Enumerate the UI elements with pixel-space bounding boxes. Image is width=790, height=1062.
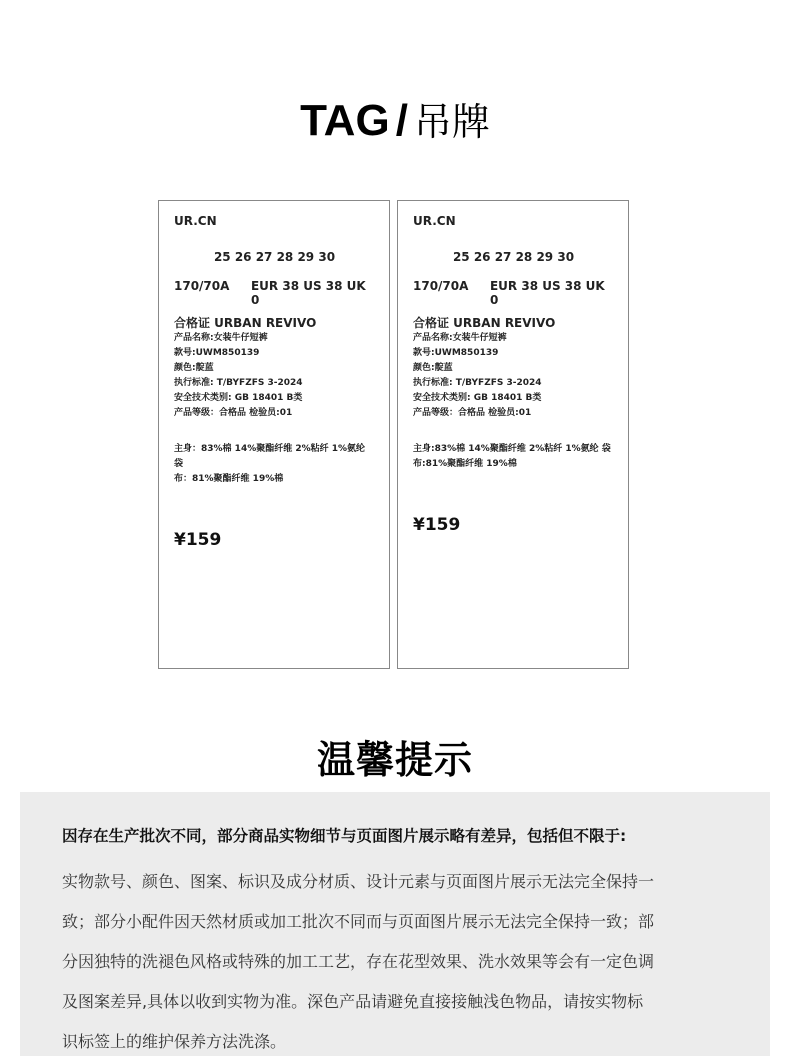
tag-brand: UR.CN	[174, 214, 217, 228]
tag-info-line: 产品等级：合格品 检验员:01	[413, 408, 532, 418]
title-separator: /	[395, 96, 408, 145]
tag-size-spec	[174, 279, 375, 307]
title-main: TAG	[300, 96, 390, 145]
tag-cert: 合格证 URBAN REVIVO	[174, 316, 317, 330]
tag-intl-size: EUR 38 US 38 UK 0	[489, 279, 605, 307]
page-title	[0, 96, 790, 148]
notice-box	[20, 792, 770, 1056]
tag-intl-size: EUR 38 US 38 UK 0	[250, 279, 366, 307]
tag-info-line: 款号:UWM850139	[413, 348, 499, 358]
tag-info-line: 颜色:靛蓝	[413, 363, 453, 373]
tag-info-lines	[174, 331, 375, 421]
notice-body-line: 识标签上的维护保养方法洗涤。	[62, 1032, 287, 1051]
tag-size-spec	[413, 279, 614, 307]
tag-material	[413, 442, 614, 472]
tag-info-line: 产品名称:女装牛仔短裤	[174, 333, 268, 343]
tag-price: ¥159	[413, 515, 461, 535]
tag-price: ¥159	[174, 530, 222, 550]
tag-info-line: 颜色:靛蓝	[174, 363, 214, 373]
notice-lead: 因存在生产批次不同，部分商品实物细节与页面图片展示略有差异，包括但不限于:	[62, 827, 627, 845]
tag-cert: 合格证 URBAN REVIVO	[413, 316, 556, 330]
tag-material-line: 主身：83%棉 14%聚酯纤维 2%粘纤 1%氨纶 袋	[174, 444, 366, 469]
tag-info-line: 执行标准: T/BYFZFS 3-2024	[413, 378, 542, 388]
tag-fit: 170/70A	[174, 279, 230, 293]
notice-body	[62, 862, 742, 1062]
tag-brand: UR.CN	[413, 214, 456, 228]
notice-title: 温馨提示	[316, 738, 473, 782]
tag-sizes: 25 26 27 28 29 30	[213, 250, 336, 264]
notice-body-line: 分因独特的洗褪色风格或特殊的加工工艺，存在花型效果、洗水效果等会有一定色调	[62, 952, 655, 971]
tag-info-lines	[413, 331, 614, 421]
notice-body-line: 实物款号、颜色、图案、标识及成分材质、设计元素与页面图片展示无法完全保持一	[62, 872, 655, 891]
tag-info-line: 款号:UWM850139	[174, 348, 260, 358]
title-chinese: 吊牌	[413, 102, 490, 144]
hang-tag-right	[397, 200, 629, 669]
tag-material-line: 布：81%聚酯纤维 19%棉	[174, 474, 284, 484]
tag-info-line: 产品名称:女装牛仔短裤	[413, 333, 507, 343]
tag-sizes: 25 26 27 28 29 30	[452, 250, 575, 264]
tag-material	[174, 442, 375, 487]
hang-tag-left	[158, 200, 390, 669]
tag-info-line: 安全技术类别: GB 18401 B类	[413, 393, 542, 403]
tag-material-line: 布:81%聚酯纤维 19%棉	[413, 459, 517, 469]
tag-info-line: 安全技术类别: GB 18401 B类	[174, 393, 303, 403]
notice-body-line: 及图案差异,具体以收到实物为准。深色产品请避免直接接触浅色物品，请按实物标	[62, 992, 644, 1011]
notice-body-line: 致；部分小配件因天然材质或加工批次不同而与页面图片展示无法完全保持一致；部	[62, 912, 655, 931]
tag-info-line: 执行标准: T/BYFZFS 3-2024	[174, 378, 303, 388]
tag-fit: 170/70A	[413, 279, 469, 293]
tag-material-line: 主身:83%棉 14%聚酯纤维 2%粘纤 1%氨纶 袋	[413, 444, 611, 454]
tag-info-line: 产品等级：合格品 检验员:01	[174, 408, 293, 418]
